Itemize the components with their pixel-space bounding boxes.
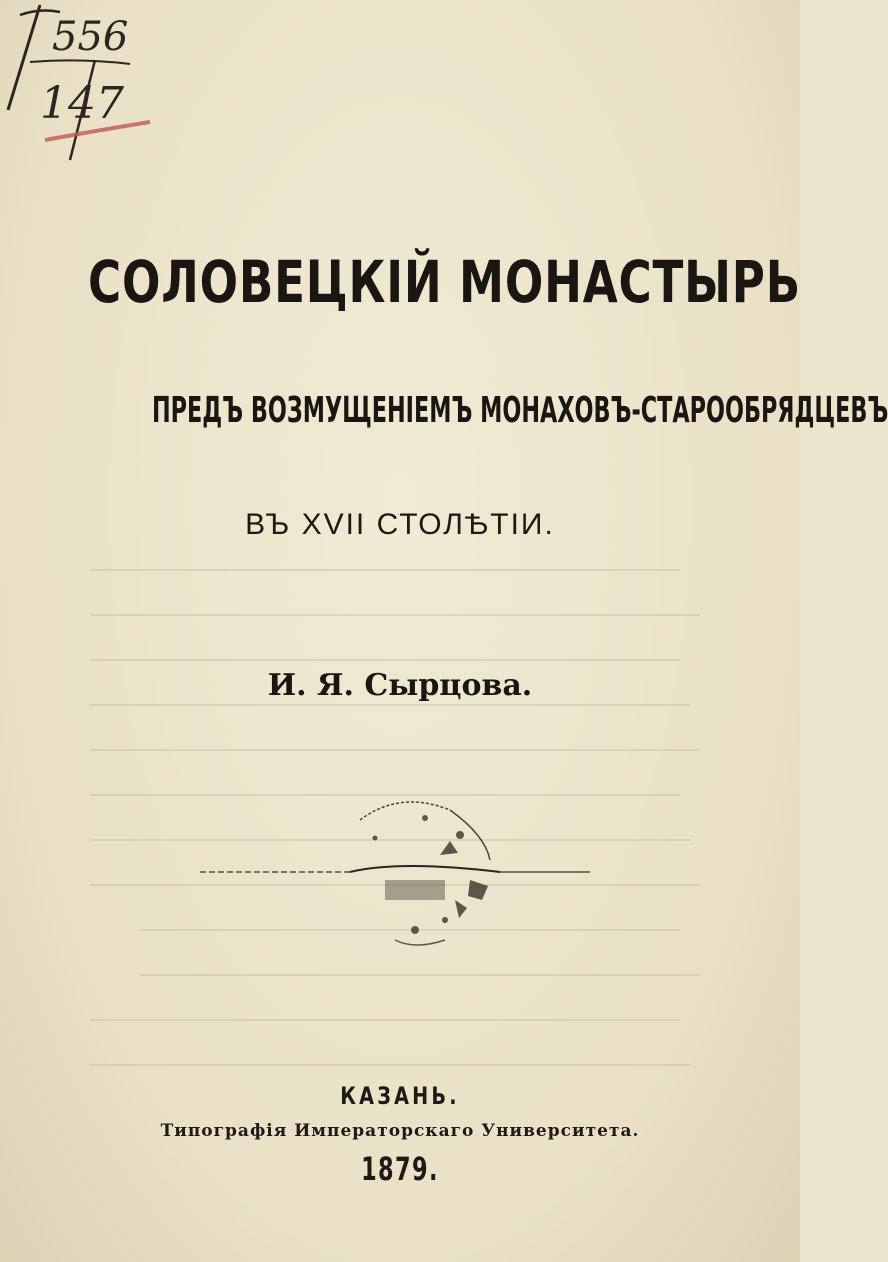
author-name: И. Я. Сырцова. bbox=[267, 668, 533, 703]
imprint-printer: Типографія Императорскаго Университета. bbox=[160, 1121, 640, 1141]
century-line: ВЪ XVII СТОЛѢТІИ. bbox=[245, 508, 555, 541]
ornament-vignette bbox=[200, 780, 600, 960]
main-title: СОЛОВЕЦКІЙ МОНАСТЫРЬ bbox=[88, 248, 802, 316]
shelfmark-line2: 147 bbox=[40, 78, 124, 129]
shelfmark-line1: 556 bbox=[52, 14, 129, 60]
imprint-year: 1879. bbox=[361, 1150, 439, 1188]
shelfmark-handwritten bbox=[0, 0, 170, 170]
subtitle: ПРЕДЪ ВОЗМУЩЕНІЕМЪ МОНАХОВЪ-СТАРООБРЯДЦЕВЪ bbox=[152, 390, 888, 431]
imprint-city: КАЗАНЬ. bbox=[340, 1082, 460, 1110]
